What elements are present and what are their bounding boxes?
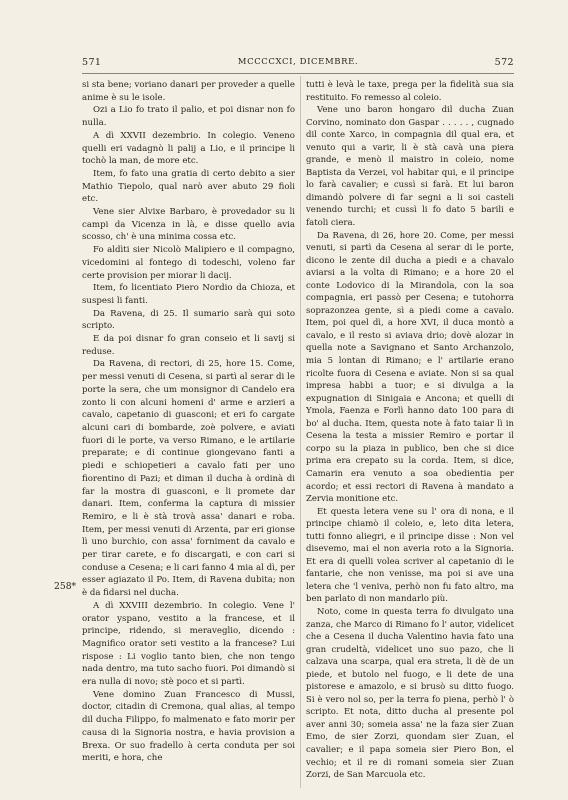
left-column	[82, 79, 295, 765]
running-title: MCCCCXCI, DICEMBRE.	[237, 57, 359, 67]
page-number-left: 571	[82, 57, 102, 68]
page-number-right: 572	[494, 57, 514, 68]
paragraph: Noto, come in questa terra fo divulgato una zanza, che Marco di Rimano fo l' autor, videlicet che a Cesena il ducha Valentino havia fato una gran crudeltà, videlicet uno suo pazo, che li calzava una scarpa, qual era streta, li dè de un piede, et butolo nel fuogo, e li dete de una pistorese e amazolo, e si brusò su ditto fuogo. Si è vero nol so, per la terra fo piena, perhò l' ò scripto. Et nota, ditto ducha al presente pol aver anni 30; someia assa' ne la faza sier Zuan Emo, de sier Zorzi, quondam sier Zuan, el cavalier; e il papa someia sier Piero Bon, el vechio; et il re di romani someia sier Zuan Zorzi, de San Marcuola etc.	[306, 606, 514, 781]
paragraph: A dì XXVIII dezembrio. In colegio. Vene l' orator yspano, vestito a la francese, et il principe, ridendo, si meraveglio, dicendo : Magnifico orator seti vestito a la francese? Lui rispose : Li voglio tanto bien, che non tengo nada dentro, ma tuto sacho fuori. Poi dimandò si era nulla di novo; stè poco et si partì.	[82, 600, 295, 688]
paragraph: Da Ravena, di 26, hore 20. Come, per messi venuti, si partì da Cesena al serar di le porte, dicono le zente dil ducha a piedi e a chavalo aviarsi a la volta di Rimano; e a hore 20 el conte Lodovico di la Mirandola, con la soa compagnia, eri passò per Cesena; e tutohorra soprazonzea gente, sì a piedi come a cavalo. Item, poi quel dì, a hore XVI, il duca montò a cavalo, e il resto si aviava drio; dovè alozar in quella note a Savignano et Santo Archanzolo, mia 5 lontan di Rimano; e l' artilarie erano ricolte fuora di Cesena e aviate. Non si sa qual impresa habbi a tuor; e si divulga a la expugnation di Sinigaia e Ancona; et quelli di Ymola, Faenza e Forlì hanno dato 100 para di bo' al ducha. Item, questa note à fato taiar lì in Cesena la testa a missier Remiro e portar il corpo su la piaza in publico, ben che si dice prima era crepato su la corda. Item, si dice, Camarin era venuto a soa obedientia per acordo; et essi rectori di Ravena à mandato a Zervia monitione etc.	[306, 230, 514, 505]
paragraph: E da poi disnar fo gran conseio et li savij si reduse.	[82, 334, 295, 357]
paragraph: Da Ravena, di 25. Il sumario sarà qui soto scripto.	[82, 308, 295, 332]
paragraph: Et questa letera vene su l' ora di nona, e il principe chiamò il coleio, e, leto dita letera, tutti fonno aliegri, e il principe disse : Non vel disevemo, mai el non averia roto a la Signoria. Et era di quelli volea scriver al capetanio di le fantarie, che non venisse, ma poi si ave una letera che 'l veniva, perhò non fu fato altro, ma ben parlato di non mandarlo più.	[306, 506, 514, 605]
paragraph: Da Ravena, di rectori, di 25, hore 15. Come, per messi venuti di Cesena, si partì al serar di le porte la sera, che um monsignor di Candelo era zonto li con alcuni homeni d' arme e arzieri a cavalo, capetanio di guasconi; et eri fo cargate alcuni cari di bombarde, zoè polvere, e aviati fuori di le porte, va verso Rimano, e le artilarie preparate; e di continue giongevano fanti a piedi e schiopetieri a cavalo fati per uno fiorentino di Pazi; et diman il ducha à ordinà di far la mostra di guasconi, e li promete dar danari. Item, conferma la captura di missier Remiro, e li è stà trovà assa' danari e roba. Item, per messi venuti di Arzenta, par eri gionse lì uno burchio, con assa' forniment da cavalo e per tirar carete, e fo discargati, e con cari si conduse a Cesena; e li cari fanno 4 mia al dì, per esser agiazato il Po. Item, di Ravena dubita; non è da fidarsi nel ducha.	[82, 359, 295, 599]
right-column	[306, 79, 514, 782]
paragraph: Vene sier Alvixe Barbaro, è provedador su li campi da Vicenza in là, e disse quello avia scosso, ch' è una minima cossa etc.	[82, 207, 295, 243]
paragraph: tutti è levà le taxe, prega per la fidelità sua sia restituito. Fo remesso al coleio.	[306, 80, 514, 103]
column-divider	[300, 76, 301, 788]
paragraph: si sta bene; voriano danari per proveder a quelle anime è su le isole.	[82, 80, 295, 103]
paragraph: A dì XXVII dezembrio. In colegio. Veneno quelli eri vadagnò li palij a Lio, e il principe li tochò la man, de more etc.	[82, 130, 295, 167]
paragraph: Item, fo fato una gratia di certo debito a sier Mathio Tiepolo, qual narò aver abuto 29 fioli etc.	[82, 168, 295, 205]
paragraph: Vene domino Zuan Francesco di Mussi, doctor, citadin di Cremona, qual alias, al tempo dil ducha Filippo, fo malmenato e fato morir per causa di la Signoria nostra, e havia provision a Brexa. Or suo fradello à certa conduta per soi meriti, e hora, che	[82, 689, 295, 764]
paragraph: Fo aldìti sier Nicolò Malipiero e il compagno, vicedomini al fontego di todeschi, voleno far certe provision per miorar li dacij.	[82, 245, 295, 281]
margin-page-reference: 258*	[54, 581, 77, 592]
paragraph: Vene uno baron hongaro dil ducha Zuan Corvino, nominato don Gaspar . . . . . , cugnado dil conte Xarco, in compagnia dil qual era, et venuto qui a varir, li è stà cavà una piera grande, e menò il maistro in coleio, nome Baptista da Verzei, vol habitar qui, e il principe lo farà cavalier; e cussì si farà. Et lui baron dimandò polvere di far segni a li soi casteli venendo turchi; et cussì li fo dato 5 barili e fatoli ciera.	[306, 105, 514, 229]
running-header	[82, 57, 514, 71]
header-rule	[82, 73, 514, 74]
paragraph: Item, fo licentiato Piero Nordio da Chioza, et suspesi li fanti.	[82, 283, 295, 306]
paragraph: Ozi a Lio fo trato il palio, et poi disnar non fo nulla.	[82, 105, 295, 129]
